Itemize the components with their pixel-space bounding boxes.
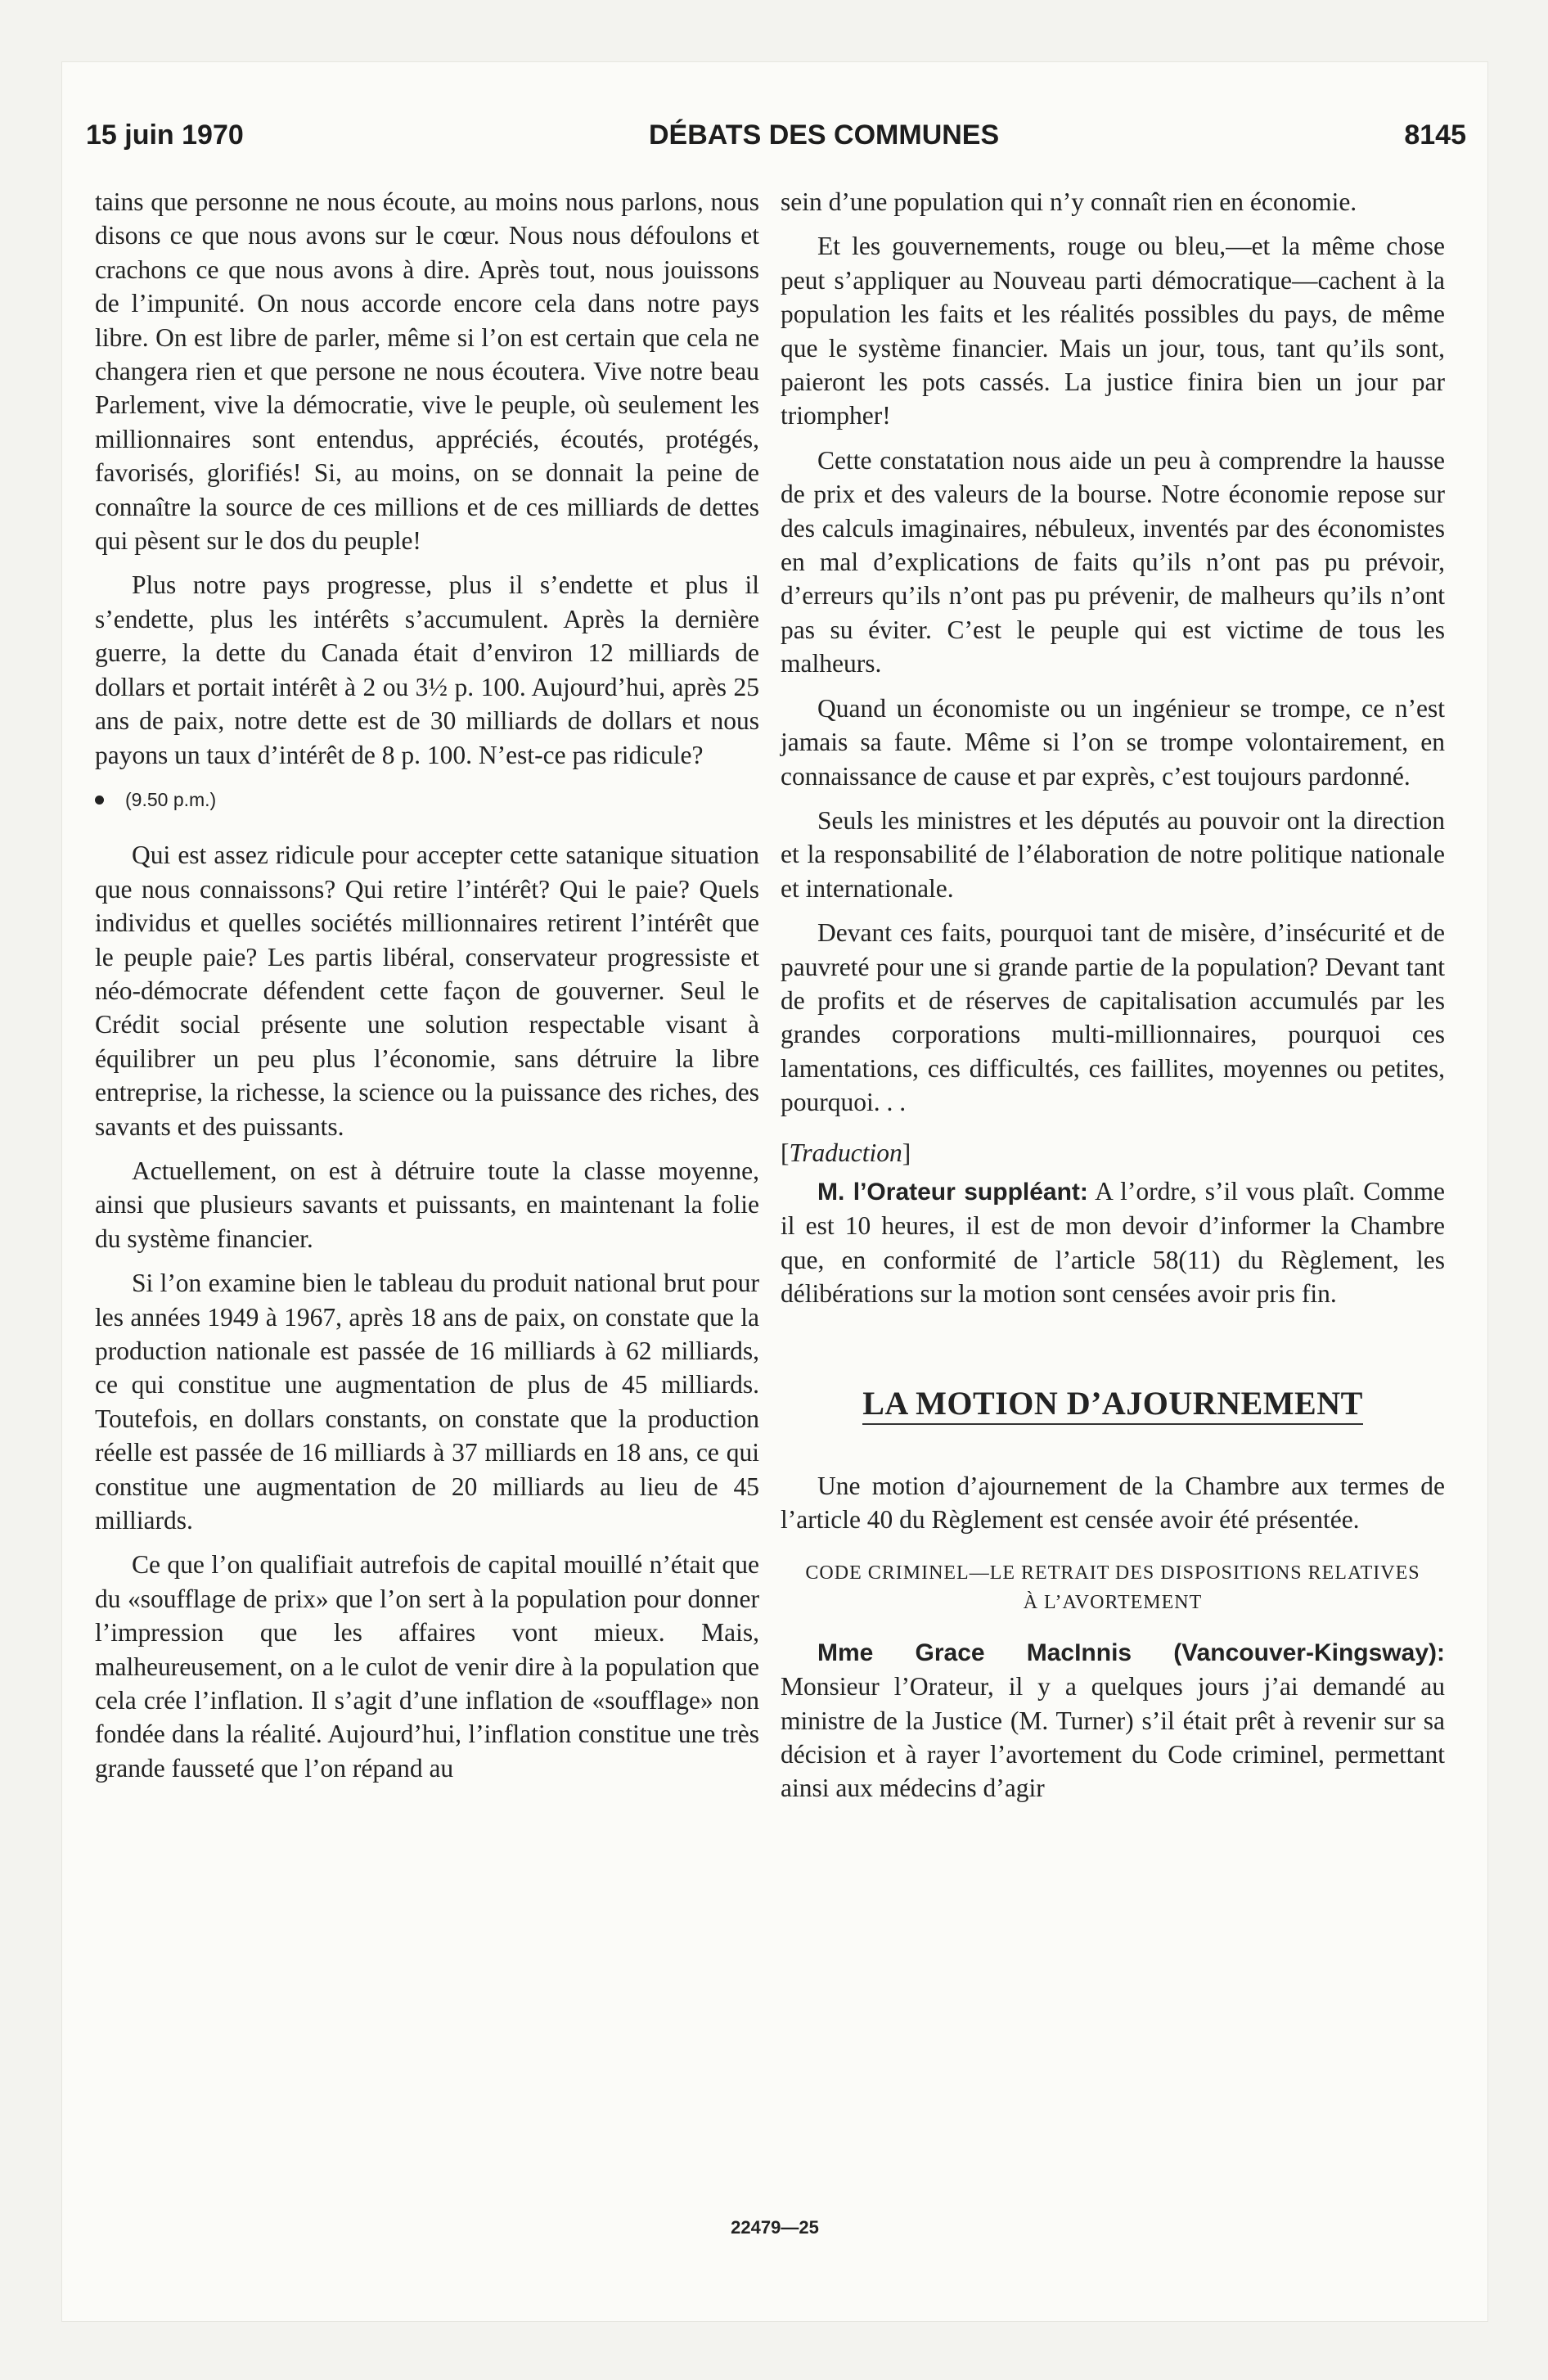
translation-note-text: Traduction [789,1138,902,1167]
page-sheet [62,62,1487,2321]
paragraph: sein d’une population qui n’y connaît rien en économie. [781,187,1357,216]
section-title [781,1386,1445,1420]
paragraph: tains que personne ne nous écoute, au moins nous parlons, nous disons ce que nous avons sur le cœur. Nous nous défoulons et crachons ce que nous avons à dire. Après tout, nous jouissons de l’impunité. On nous accorde encore cela dans notre pays libre. On est libre de parler, même si l’on est certain que cela ne changera rien et que persone ne nous écoutera. Vive notre beau Parlement, vive la démocratie, vive le peuple, où seulement les millionnaires sont entendus, appréciés, écoutés, protégés, favorisés, glorifiés! Si, au moins, on se donnait la peine de connaître la source de ces millions et de ces milliards de dettes qui pèsent sur le dos du peuple! [95,187,759,556]
speech-text: A l’ordre, s’il vous plaît. Comme il est 10 heures, il est de mon devoir d’informer la Chambre que, en conformité de l’article 58(11) du Règlement, les délibérations sur la motion sont censées avoir pris fin. [781,1176,1445,1309]
page-header [86,119,1466,151]
paragraph: Cette constatation nous aide un peu à comprendre la hausse de prix et des valeurs de la bourse. Notre économie repose sur des calculs imaginaires, nébuleux, inventés par des économistes en mal d’explications de faits qu’ils n’ont pas pu prévoir, d’erreurs qu’ils n’ont pas pu prévenir, de malheurs qu’ils n’ont pas su éviter. C’est le peuple qui est victime de tous les malheurs. [781,445,1445,678]
subheading: CODE CRIMINEL—LE RETRAIT DES DISPOSITIONS RELATIVES À L’AVORTEMENT [805,1562,1420,1613]
speech-text: Monsieur l’Orateur, il y a quelques jours j’ai demandé au ministre de la Justice (M. Turner) s’il était prêt à revenir sur sa décision et à rayer l’avortement du Code criminel, permettant ainsi aux médecins d’agir [781,1672,1445,1803]
speaker-name: M. l’Orateur suppléant: [817,1178,1088,1206]
translation-note: [Traduction] [781,1138,911,1167]
speaker-paragraph [781,1635,1445,1805]
paragraph: Et les gouvernements, rouge ou bleu,—et la même chose peut s’appliquer au Nouveau parti démocratique—cachent à la population les faits et les réalités possibles du pays, de même que le système financier. Mais un jour, tous, tant qu’ils sont, paieront les pots cassés. La justice finira bien un jour par triompher! [781,232,1445,430]
paragraph: Qui est assez ridicule pour accepter cette satanique situation que nous connaissons? Qui retire l’intérêt? Qui le paie? Quels individus et quelles sociétés millionnaires retirent l’intérêt que le peuple paie? Les partis libéral, conservateur progressiste et néo-démocrate défendent cette façon de gouverner. Seul le Crédit social présente une solution respectable visant à équilibrer un peu plus l’économie, sans détruire la libre entreprise, la richesse, la science ou la puissance des riches, des savants et des puissants. [95,841,759,1141]
speaker-paragraph [781,1174,1445,1311]
section-title-text: LA MOTION D’AJOURNEMENT [862,1385,1363,1425]
time-marker-text: (9.50 p.m.) [125,788,217,810]
left-column [95,185,759,1796]
paragraph: Devant ces faits, pourquoi tant de misère, d’insécurité et de pauvreté pour une si grande partie de la population? Devant tant de profits et de réserves de capitalisation accumulés par les grandes corporations multi-millionnaires, pourquoi ces lamentations, ces difficultés, ces faillites, moyennes ou petites, pourquoi. . . [781,918,1445,1117]
paragraph: Actuellement, on est à détruire toute la classe moyenne, ainsi que plusieurs savants et puissants, en maintenant la folie du système financier. [95,1156,759,1253]
paragraph: Quand un économiste ou un ingénieur se trompe, ce n’est jamais sa faute. Même si l’on se trompe volontairement, en connaissance de cause et par exprès, c’est toujours pardonné. [781,693,1445,791]
paragraph: Plus notre pays progresse, plus il s’endette et plus il s’endette, plus les intérêts s’accumulent. Après la dernière guerre, la dette du Canada était d’environ 12 milliards de dollars et portait intérêt à 2 ou 3½ p. 100. Aujourd’hui, après 25 ans de paix, notre dette est de 30 milliards de dollars et nous payons un taux d’intérêt de 8 p. 100. N’est-ce pas ridicule? [95,570,759,769]
paragraph: Si l’on examine bien le tableau du produit national brut pour les années 1949 à 1967, après 18 ans de paix, on constate que la production nationale est passée de 16 milliards à 62 milliards, ce qui constitue une augmentation de plus de 45 milliards. Toutefois, en dollars constants, on constate que la production réelle est passée de 16 milliards à 37 milliards en 18 ans, ce qui constitue une augmentation de 20 milliards au lieu de 45 milliards. [95,1269,759,1535]
right-column [781,185,1445,1816]
paragraph: Une motion d’ajournement de la Chambre aux termes de l’article 40 du Règlement est censée avoir été présentée. [781,1472,1445,1535]
header-date: 15 juin 1970 [86,119,244,151]
bullet-icon [95,796,104,805]
footer-code: 22479—25 [731,2217,819,2238]
header-page-number: 8145 [1404,119,1466,151]
paragraph: Seuls les ministres et les députés au pouvoir ont la direction et la responsabilité de l’élaboration de notre politique nationale et internationale. [781,805,1445,903]
time-marker [95,783,759,817]
speaker-name: Mme Grace MacInnis (Vancouver-Kingsway): [817,1639,1445,1666]
paragraph: Ce que l’on qualifiait autrefois de capital mouillé n’était que du «soufflage de prix» que l’on sert à la population pour donner l’impression que les affaires vont mieux. Mais, malheureusement, on a le culot de venir dire à la population que cela crée l’inflation. Il s’agit d’une inflation de «soufflage» non fondée dans la réalité. Aujourd’hui, l’inflation constitue une très grande fausseté que l’on répand au [95,1550,759,1783]
header-title: DÉBATS DES COMMUNES [648,119,1000,151]
